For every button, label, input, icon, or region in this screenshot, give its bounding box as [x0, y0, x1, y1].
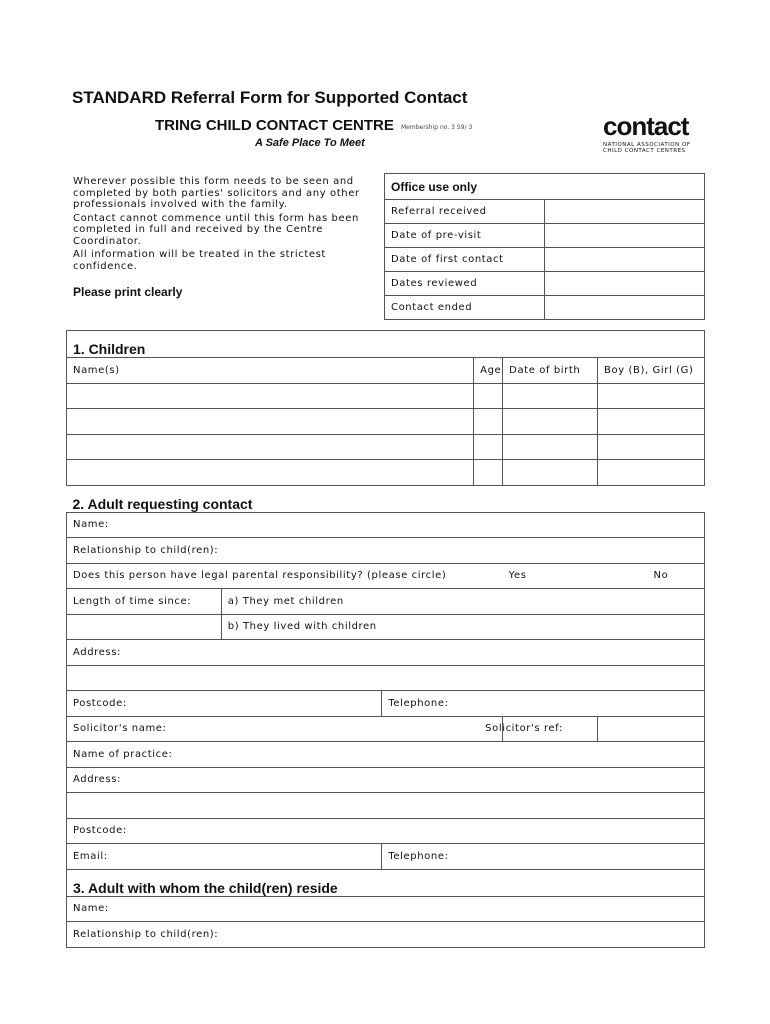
print-note: Please print clearly	[73, 285, 183, 299]
child-name-field[interactable]	[67, 383, 474, 409]
logo-word: contact	[603, 111, 689, 141]
adult-name-field[interactable]: Name:	[67, 512, 705, 538]
lived-children-field[interactable]: b) They lived with children	[221, 614, 704, 640]
parental-no-option[interactable]: No	[598, 563, 705, 589]
child-name-field[interactable]	[67, 409, 474, 435]
office-heading: Office use only	[385, 174, 705, 200]
child-age-field[interactable]	[474, 460, 503, 486]
intro-p1: Wherever possible this form needs to be seen and completed by both parties' solicitors and any other professionals involved with the family.	[73, 176, 360, 210]
child-age-field[interactable]	[474, 383, 503, 409]
practice-telephone-field[interactable]: Telephone:	[382, 844, 705, 870]
intro-p2: Contact cannot commence until this form has been completed in full and received by the Centre Coordinator.	[73, 212, 359, 247]
children-col-name: Name(s)	[67, 358, 458, 384]
child-dob-field[interactable]	[503, 409, 598, 435]
child-age-field[interactable]	[474, 434, 503, 460]
office-field-ended[interactable]	[545, 296, 705, 320]
office-field-reviewed[interactable]	[545, 272, 705, 296]
referral-table	[66, 330, 705, 948]
adult-telephone-field[interactable]: Telephone:	[382, 691, 705, 717]
child-sex-field[interactable]	[598, 409, 705, 435]
child-name-field[interactable]	[67, 460, 474, 486]
office-use-table	[384, 173, 705, 320]
contact-logo	[603, 113, 703, 163]
reside-name-field[interactable]: Name:	[67, 896, 705, 922]
form-title: STANDARD Referral Form for Supported Contact	[72, 88, 468, 107]
practice-name-field[interactable]: Name of practice:	[67, 742, 705, 768]
intro-text	[73, 176, 368, 274]
solicitor-ref-field[interactable]	[598, 716, 705, 742]
child-sex-field[interactable]	[598, 460, 705, 486]
tagline: A Safe Place To Meet	[255, 137, 365, 149]
adult-address-line2[interactable]	[67, 665, 705, 691]
child-sex-field[interactable]	[598, 434, 705, 460]
child-dob-field[interactable]	[503, 383, 598, 409]
length-blank	[67, 614, 222, 640]
solicitor-name-field[interactable]: Solicitor's name:	[67, 716, 503, 742]
child-dob-field[interactable]	[503, 434, 598, 460]
parental-yes-option[interactable]: Yes	[503, 563, 598, 589]
practice-email-field[interactable]: Email:	[67, 844, 382, 870]
office-field-previsit[interactable]	[545, 224, 705, 248]
adult-relationship-field[interactable]: Relationship to child(ren):	[67, 538, 705, 564]
centre-name: TRING CHILD CONTACT CENTRE	[155, 117, 394, 134]
adult-postcode-field[interactable]: Postcode:	[67, 691, 382, 717]
solicitor-ref-label: Solicitor's ref:	[503, 716, 598, 742]
children-col-dob: Date of birth	[503, 358, 598, 384]
office-label-ended: Contact ended	[385, 296, 545, 320]
met-children-field[interactable]: a) They met children	[221, 589, 704, 615]
length-label: Length of time since:	[67, 589, 222, 615]
practice-address-line2[interactable]	[67, 793, 705, 819]
child-sex-field[interactable]	[598, 383, 705, 409]
children-col-age: Age	[474, 358, 503, 384]
children-spacer	[458, 358, 474, 384]
parental-question: Does this person have legal parental responsibility? (please circle)	[67, 563, 503, 589]
child-name-field[interactable]	[67, 434, 474, 460]
section-adult-heading: 2. Adult requesting contact	[67, 485, 705, 512]
office-label-previsit: Date of pre-visit	[385, 224, 545, 248]
children-col-sex: Boy (B), Girl (G)	[598, 358, 705, 384]
office-field-first-contact[interactable]	[545, 248, 705, 272]
adult-address-field[interactable]: Address:	[67, 640, 705, 666]
logo-line1: NATIONAL ASSOCIATION OF	[603, 142, 691, 148]
office-label-referral: Referral received	[385, 200, 545, 224]
membership-number: Membership no. 3 59/ 3	[401, 124, 473, 131]
office-label-reviewed: Dates reviewed	[385, 272, 545, 296]
section-children-heading: 1. Children	[67, 331, 705, 358]
practice-address-field[interactable]: Address:	[67, 767, 705, 793]
office-label-first-contact: Date of first contact	[385, 248, 545, 272]
section-reside-heading: 3. Adult with whom the child(ren) reside	[67, 869, 705, 896]
office-field-referral[interactable]	[545, 200, 705, 224]
intro-p3: All information will be treated in the strictest confidence.	[73, 249, 326, 272]
reside-relationship-field[interactable]: Relationship to child(ren):	[67, 922, 705, 948]
practice-postcode-field[interactable]: Postcode:	[67, 818, 705, 844]
child-age-field[interactable]	[474, 409, 503, 435]
child-dob-field[interactable]	[503, 460, 598, 486]
logo-line2: CHILD CONTACT CENTRES	[603, 148, 686, 154]
